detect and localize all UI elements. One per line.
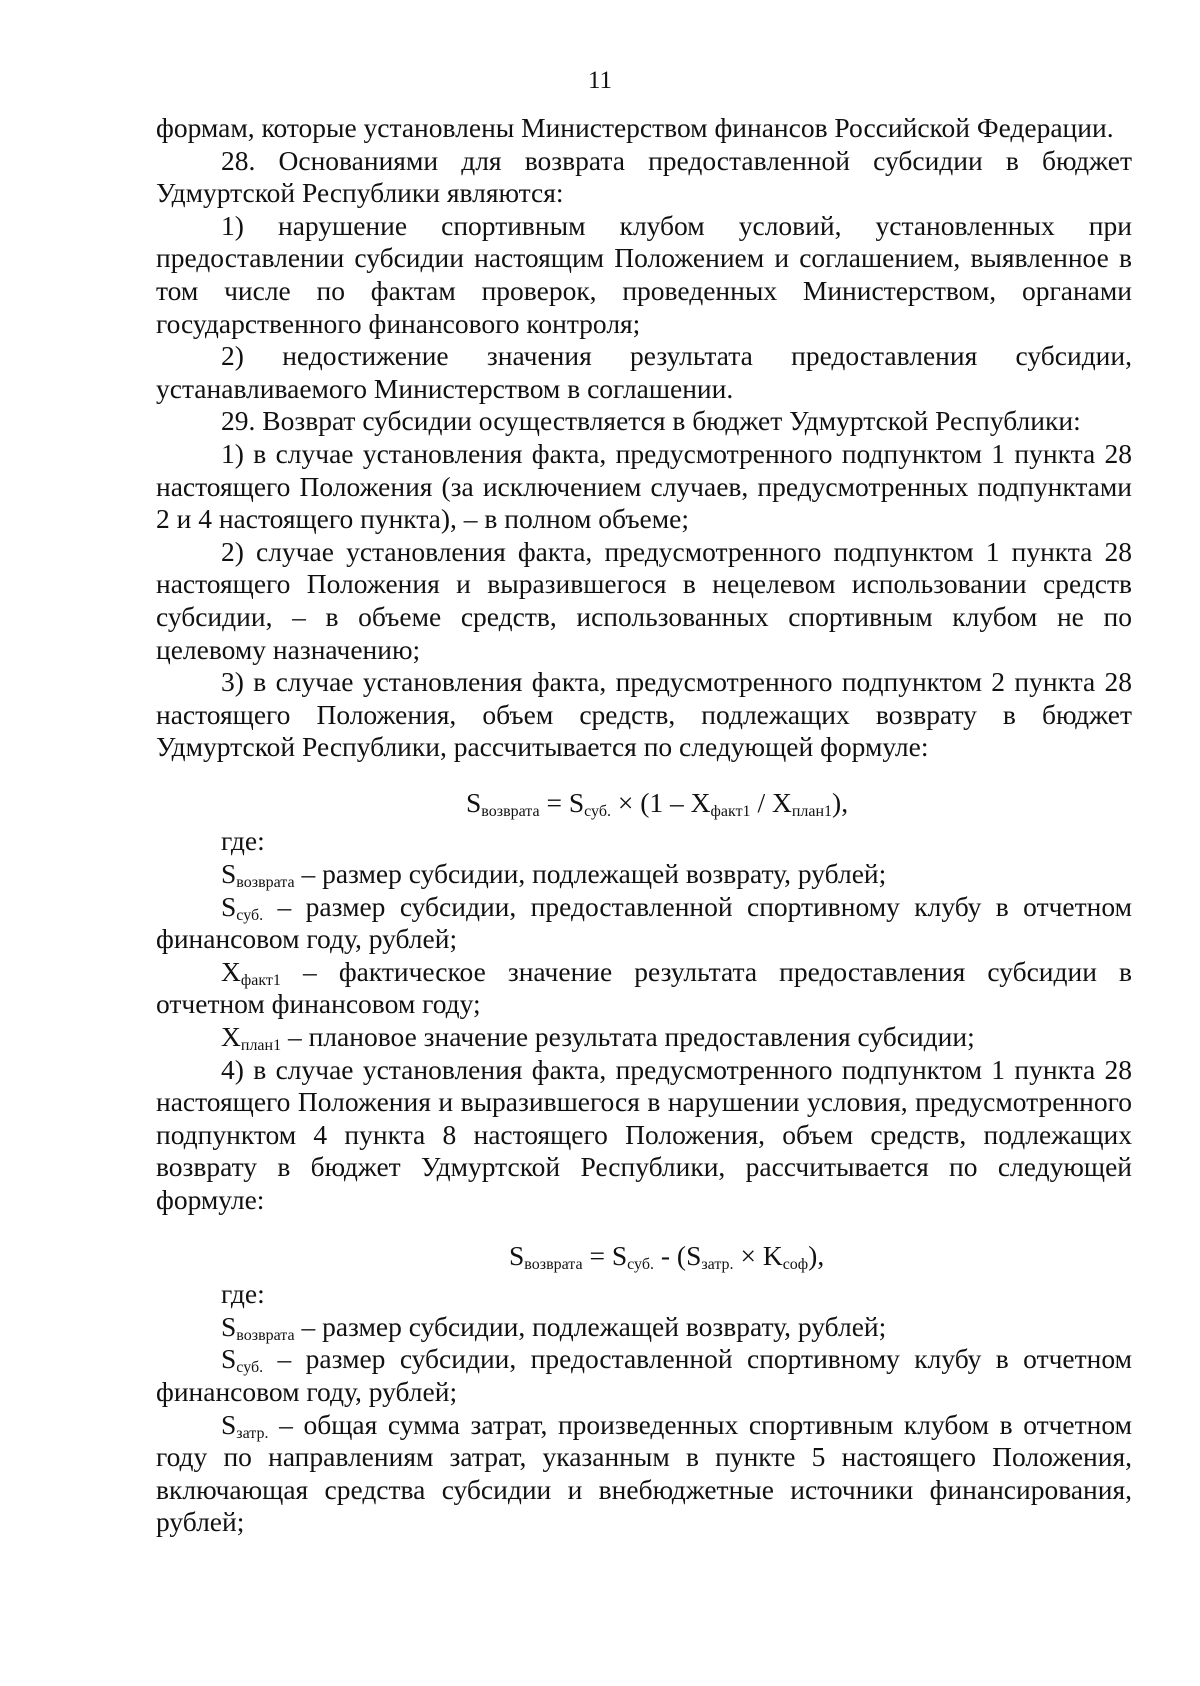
formula2-sub-sub: суб. <box>627 1255 654 1273</box>
paragraph-continuation: формам, которые установлены Министерством финансов Российской Федерации. <box>156 112 1114 143</box>
def7-text: – общая сумма затрат, произведенных спортивным клубом в отчетном году по направлениям затрат, указанным в пункте 5 настоящего Положения, включающая средства субсидии и внебюджетные источники финансирования, рублей; <box>156 1408 1132 1538</box>
def3-sub: факт1 <box>240 971 281 989</box>
formula2-s: S <box>509 1239 525 1271</box>
paragraph-item-28: 28. Основаниями для возврата предоставленной субсидии в бюджет Удмуртской Республики являются: <box>156 144 1132 209</box>
where-label-2: где: <box>221 1278 265 1310</box>
definition-s-sub-2 <box>156 1343 1132 1408</box>
definition-s-zatr <box>156 1409 1132 1539</box>
where-label-1: где: <box>221 825 265 857</box>
formula2-eq: = <box>582 1239 612 1271</box>
formula2-sub-sof: соф <box>782 1255 809 1273</box>
def4-x: X <box>221 1021 241 1053</box>
def1-s: S <box>221 858 237 890</box>
formula1-s2: S <box>568 786 585 818</box>
def6-s: S <box>221 1343 237 1375</box>
formula-1 <box>156 787 1132 820</box>
paragraph-item-29-3: 3) в случае установления факта, предусмотренного подпунктом 2 пункта 28 настоящего Положения, объем средств, подлежащих возврату в бюджет Удмуртской Республики, рассчитывается по следующей формуле: <box>156 666 1132 763</box>
definition-s-vozvrata-2 <box>156 1311 1132 1344</box>
formula1-x: X <box>690 786 711 818</box>
definition-s-sub-1 <box>156 891 1132 956</box>
formula1-sub-plan1: план1 <box>791 802 833 820</box>
formula1-x2: X <box>771 786 792 818</box>
formula2-times: × <box>733 1239 763 1271</box>
formula2-minus-open: - ( <box>653 1239 687 1271</box>
def3-x: X <box>221 955 241 987</box>
def2-sub: суб. <box>236 906 264 924</box>
formula2-sub-vozvrata: возврата <box>524 1255 583 1273</box>
paragraph-item-28-2: 2) недостижение значения результата предоставления субсидии, устанавливаемого Министерством в соглашении. <box>156 340 1132 404</box>
formula1-sub-fakt1: факт1 <box>710 802 751 820</box>
formula2-sub-zatr: затр. <box>701 1255 734 1273</box>
paragraph-item-29-1: 1) в случае установления факта, предусмотренного подпунктом 1 пункта 28 настоящего Положения (за исключением случаев, предусмотренных подпунктами 2 и 4 настоящего пункта), – в полном объеме; <box>156 437 1132 535</box>
def4-sub: план1 <box>240 1037 282 1055</box>
page-number: 11 <box>587 67 613 94</box>
paragraph-item-29: 29. Возврат субсидии осуществляется в бюджет Удмуртской Республики: <box>221 405 1081 437</box>
document-body <box>156 112 1132 1539</box>
formula2-k: K <box>762 1239 783 1271</box>
formula2-s3: S <box>686 1239 702 1271</box>
def1-sub: возврата <box>236 874 295 892</box>
formula1-times-open: × (1 – <box>610 786 691 818</box>
def6-text: – размер субсидии, предоставленной спортивному клубу в отчетном финансовом году, рублей; <box>156 1343 1132 1407</box>
def2-text: – размер субсидии, предоставленной спортивному клубу в отчетном финансовом году, рублей; <box>156 890 1132 955</box>
def5-sub: возврата <box>236 1326 295 1344</box>
formula2-s2: S <box>611 1239 628 1271</box>
def7-sub: затр. <box>236 1424 269 1442</box>
formula1-sub-vozvrata: возврата <box>481 802 540 820</box>
paragraph-item-29-2: 2) случае установления факта, предусмотренного подпунктом 1 пункта 28 настоящего Положения и выразившегося в нецелевом использовании средств субсидии, – в объеме средств, использованных спортивным клубом не по целевому назначению; <box>156 535 1132 665</box>
def1-text: – размер субсидии, подлежащей возврату, рублей; <box>294 858 887 890</box>
definition-x-plan1 <box>156 1021 1132 1054</box>
formula1-sub-sub: суб. <box>584 802 611 820</box>
formula-2 <box>156 1240 1132 1273</box>
def2-s: S <box>221 890 237 922</box>
definition-s-vozvrata-1 <box>156 858 1132 891</box>
def3-text: – фактическое значение результата предоставления субсидии в отчетном финансовом году; <box>156 955 1132 1020</box>
formula1-s: S <box>466 786 482 818</box>
formula1-eq: = <box>539 786 569 818</box>
paragraph-item-28-1: 1) нарушение спортивным клубом условий, установленных при предоставлении субсидии настоящим Положением и соглашением, выявленное в том числе по фактам проверок, проведенных Министерством, органами государственного финансового контроля; <box>156 209 1132 339</box>
paragraph-item-29-4: 4) в случае установления факта, предусмотренного подпунктом 1 пункта 28 настоящего Положения и выразившегося в нарушении условия, предусмотренного подпунктом 4 пункта 8 настоящего Положения, объем средств, подлежащих возврату в бюджет Удмуртской Республики, рассчитывается по следующей формуле: <box>156 1053 1132 1215</box>
formula1-div: / <box>750 786 772 818</box>
def7-s: S <box>221 1408 237 1440</box>
def6-sub: суб. <box>236 1359 264 1377</box>
def5-s: S <box>221 1310 237 1342</box>
formula1-close: ), <box>832 786 849 818</box>
def4-text: – плановое значение результата предоставления субсидии; <box>281 1021 975 1053</box>
def5-text: – размер субсидии, подлежащей возврату, рублей; <box>294 1310 887 1342</box>
definition-x-fakt1 <box>156 956 1132 1021</box>
formula2-close: ), <box>808 1239 825 1271</box>
